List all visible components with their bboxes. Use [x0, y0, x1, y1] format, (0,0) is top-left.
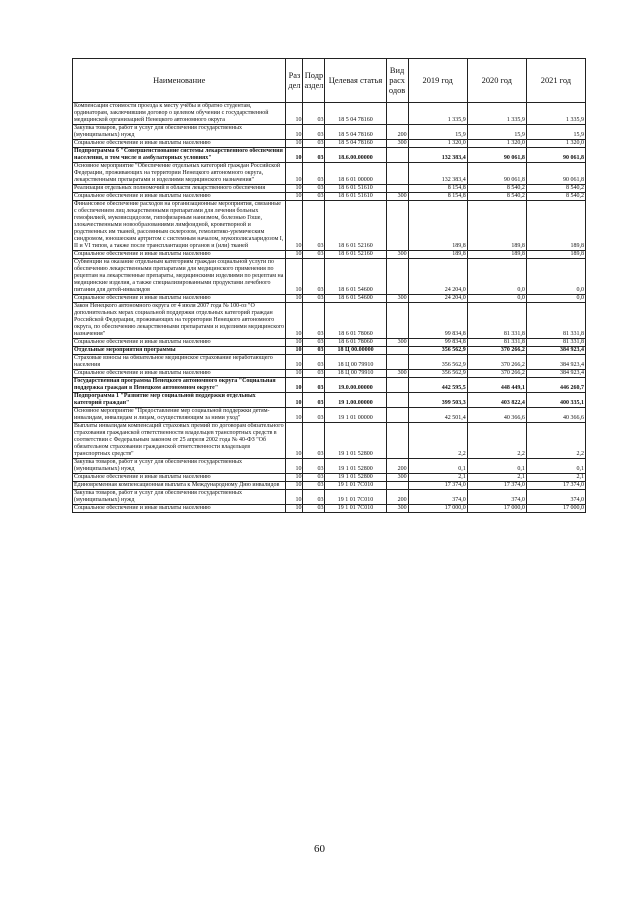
cell-razdel: 10	[286, 125, 303, 140]
cell-2019: 1 335,9	[408, 103, 467, 125]
table-row	[73, 474, 586, 482]
cell-2021: 384 923,4	[526, 355, 585, 370]
cell-razdel: 10	[286, 185, 303, 193]
cell-name: Отдельные мероприятия программы	[73, 347, 286, 355]
cell-razdel: 10	[286, 408, 303, 423]
cell-razdel: 10	[286, 505, 303, 513]
cell-name: Социальное обеспечение и иные выплаты населению	[73, 370, 286, 378]
cell-name: Финансовое обеспечение расходов на организационные мероприятия, связанные с обеспечением лиц лекарственными препаратами для лечения больных гемофилией, муковисцидозом, гипофизарным нанизмом, болезнью Гоше, злокачественными новообразованиями лимфоидной, кроветворной и родственных им тканей, рассеянным склерозом, гемолитико-уремическим синдромом, юношеским артритом с системным началом, мукополисахаридозом I, II и VI типов, а также после трансплантации органов и (или) тканей	[73, 201, 286, 251]
cell-name: Подпрограмма 6 "Совершенствование системы лекарственного обеспечения населения, в том числе в амбулаторных условиях"	[73, 148, 286, 163]
cell-expense-type: 300	[386, 251, 408, 259]
cell-2021: 189,8	[526, 251, 585, 259]
cell-razdel: 10	[286, 148, 303, 163]
cell-podrazdel: 03	[303, 259, 325, 295]
cell-name: Социальное обеспечение и иные выплаты населению	[73, 251, 286, 259]
cell-expense-type: 300	[386, 140, 408, 148]
cell-expense-type	[386, 185, 408, 193]
table-row	[73, 408, 586, 423]
cell-expense-type	[386, 423, 408, 459]
cell-name: Социальное обеспечение и иные выплаты населению	[73, 193, 286, 201]
header-2021: 2021 год	[526, 59, 585, 103]
cell-2019: 442 595,5	[408, 378, 467, 393]
cell-2019: 8 154,8	[408, 185, 467, 193]
table-row	[73, 163, 586, 185]
cell-2021: 0,0	[526, 295, 585, 303]
cell-2021: 0,0	[526, 259, 585, 295]
cell-expense-type: 300	[386, 505, 408, 513]
cell-2019: 132 383,4	[408, 163, 467, 185]
cell-2020: 1 320,0	[467, 140, 526, 148]
table-row	[73, 347, 586, 355]
cell-podrazdel: 03	[303, 339, 325, 347]
cell-name: Основное мероприятие "Обеспечение отдельных категорий граждан Российской Федерации, проживающих на территории Ненецкого автономного округа, лекарственными препаратами и изделиями медицинского назначения"	[73, 163, 286, 185]
cell-2020: 374,0	[467, 490, 526, 505]
cell-2021: 384 923,4	[526, 347, 585, 355]
cell-2020: 1 335,9	[467, 103, 526, 125]
cell-2020: 90 061,8	[467, 148, 526, 163]
cell-expense-type	[386, 347, 408, 355]
cell-name: Социальное обеспечение и иные выплаты населению	[73, 339, 286, 347]
cell-2021: 8 540,2	[526, 193, 585, 201]
cell-name: Реализация отдельных полномочий в области лекарственного обеспечения	[73, 185, 286, 193]
cell-podrazdel: 03	[303, 303, 325, 339]
cell-2019: 24 204,0	[408, 295, 467, 303]
cell-expense-type	[386, 355, 408, 370]
cell-name: Социальное обеспечение и иные выплаты населению	[73, 140, 286, 148]
cell-razdel: 10	[286, 490, 303, 505]
cell-target-article: 19 1 01 00000	[325, 408, 386, 423]
cell-razdel: 10	[286, 370, 303, 378]
cell-2020: 81 331,8	[467, 303, 526, 339]
cell-2020: 403 822,4	[467, 393, 526, 408]
cell-2020: 370 266,2	[467, 370, 526, 378]
table-body	[73, 103, 586, 513]
cell-2019: 99 834,8	[408, 339, 467, 347]
cell-2021: 0,1	[526, 459, 585, 474]
cell-expense-type: 200	[386, 125, 408, 140]
cell-2019: 2,1	[408, 474, 467, 482]
cell-target-article: 18 5 04 78160	[325, 103, 386, 125]
cell-2020: 8 540,2	[467, 185, 526, 193]
cell-razdel: 10	[286, 259, 303, 295]
cell-name: Страховые взносы на обязательное медицинское страхование неработающего населения	[73, 355, 286, 370]
cell-2019: 374,0	[408, 490, 467, 505]
header-podrazdel: Подраздел	[303, 59, 325, 103]
cell-name: Субвенции на оказание отдельным категориям граждан социальной услуги по обеспечению лекарственными препаратами для медицинского применения по рецептам на лекарственные препараты, медицинскими изделиями по рецептам на медицинские изделия, а также специализированными продуктами лечебного питания для детей-инвалидов	[73, 259, 286, 295]
cell-2019: 356 562,9	[408, 355, 467, 370]
cell-razdel: 10	[286, 303, 303, 339]
table-row	[73, 201, 586, 251]
cell-name: Закупка товаров, работ и услуг для обеспечения государственных (муниципальных) нужд	[73, 125, 286, 140]
cell-razdel: 10	[286, 423, 303, 459]
cell-name: Социальное обеспечение и иные выплаты населению	[73, 505, 286, 513]
cell-target-article: 18 6 01 54600	[325, 259, 386, 295]
cell-podrazdel: 03	[303, 125, 325, 140]
cell-target-article: 18 6 01 51610	[325, 185, 386, 193]
cell-2021: 1 320,0	[526, 140, 585, 148]
table-row	[73, 125, 586, 140]
cell-target-article: 18 Ц 00 79910	[325, 355, 386, 370]
cell-2019: 189,8	[408, 201, 467, 251]
cell-2021: 81 331,8	[526, 303, 585, 339]
cell-2020: 0,0	[467, 259, 526, 295]
cell-2021: 17 374,0	[526, 482, 585, 490]
cell-target-article: 19 1.00.00000	[325, 393, 386, 408]
cell-target-article: 18 6 01 78060	[325, 303, 386, 339]
cell-target-article: 19 1 01 52800	[325, 459, 386, 474]
cell-expense-type	[386, 148, 408, 163]
header-2020: 2020 год	[467, 59, 526, 103]
table-row	[73, 459, 586, 474]
cell-podrazdel: 03	[303, 185, 325, 193]
cell-2019: 42 501,4	[408, 408, 467, 423]
cell-target-article: 18.6.00.00000	[325, 148, 386, 163]
cell-expense-type: 300	[386, 474, 408, 482]
cell-razdel: 10	[286, 347, 303, 355]
cell-razdel: 10	[286, 251, 303, 259]
cell-expense-type: 200	[386, 490, 408, 505]
table-row	[73, 251, 586, 259]
cell-razdel: 10	[286, 378, 303, 393]
cell-podrazdel: 03	[303, 378, 325, 393]
cell-target-article: 18 6 01 78060	[325, 339, 386, 347]
table-row	[73, 185, 586, 193]
cell-target-article: 18 6 01 00000	[325, 163, 386, 185]
cell-razdel: 10	[286, 339, 303, 347]
header-target-article: Целевая статья	[325, 59, 386, 103]
cell-razdel: 10	[286, 459, 303, 474]
cell-2020: 370 266,2	[467, 347, 526, 355]
cell-2020: 2,1	[467, 474, 526, 482]
table-row	[73, 140, 586, 148]
cell-2019: 189,8	[408, 251, 467, 259]
table-row	[73, 482, 586, 490]
cell-2021: 400 335,1	[526, 393, 585, 408]
cell-expense-type: 300	[386, 339, 408, 347]
cell-expense-type	[386, 393, 408, 408]
cell-2021: 90 061,8	[526, 148, 585, 163]
cell-name: Закон Ненецкого автономного округа от 4 июля 2007 года № 100-оз "О дополнительных мерах социальной поддержки отдельных категорий граждан Российской Федерации, проживающих на территории Ненецкого автономного округа, по обеспечению лекарственными препаратами и изделиями медицинского назначения"	[74, 303, 285, 337]
table-row	[73, 423, 586, 459]
cell-podrazdel: 03	[303, 355, 325, 370]
cell-2019: 99 834,8	[408, 303, 467, 339]
table-row	[73, 103, 586, 125]
table-row	[73, 490, 586, 505]
cell-expense-type	[386, 163, 408, 185]
cell-podrazdel: 03	[303, 148, 325, 163]
cell-2019: 0,1	[408, 459, 467, 474]
header-razdel: Раздел	[286, 59, 303, 103]
cell-target-article: 18 5 04 78160	[325, 140, 386, 148]
cell-podrazdel: 03	[303, 201, 325, 251]
cell-2021: 189,8	[526, 201, 585, 251]
cell-2019: 356 562,9	[408, 347, 467, 355]
cell-target-article: 18 6 01 52160	[325, 251, 386, 259]
cell-target-article: 19.0.00.00000	[325, 378, 386, 393]
cell-razdel: 10	[286, 201, 303, 251]
table-row	[73, 370, 586, 378]
cell-2021: 374,0	[526, 490, 585, 505]
header-name: Наименование	[73, 59, 286, 103]
cell-podrazdel: 03	[303, 408, 325, 423]
cell-expense-type	[386, 259, 408, 295]
cell-expense-type	[386, 103, 408, 125]
cell-2019: 15,9	[408, 125, 467, 140]
table-row	[73, 393, 586, 408]
cell-name: Подпрограмма 1 "Развитие мер социальной поддержки отдельных категорий граждан"	[73, 393, 286, 408]
cell-podrazdel: 03	[303, 193, 325, 201]
cell-name: Социальное обеспечение и иные выплаты населению	[73, 295, 286, 303]
cell-podrazdel: 03	[303, 423, 325, 459]
cell-podrazdel: 03	[303, 505, 325, 513]
cell-2020: 15,9	[467, 125, 526, 140]
cell-2019: 8 154,8	[408, 193, 467, 201]
cell-name: Социальное обеспечение и иные выплаты населению	[73, 474, 286, 482]
cell-razdel: 10	[286, 482, 303, 490]
cell-2020: 0,1	[467, 459, 526, 474]
cell-target-article: 18 6 01 51610	[325, 193, 386, 201]
header-expense-type: Вид расходов	[386, 59, 408, 103]
cell-target-article: 19 1 01 52800	[325, 423, 386, 459]
cell-2019: 356 562,9	[408, 370, 467, 378]
cell-2019: 24 204,0	[408, 259, 467, 295]
cell-razdel: 10	[286, 103, 303, 125]
cell-2020: 189,8	[467, 251, 526, 259]
cell-podrazdel: 03	[303, 251, 325, 259]
cell-name: Основное мероприятие "Предоставление мер социальной поддержки детям-инвалидам, инвалидам и лицам, осуществляющим за ними уход"	[73, 408, 286, 423]
cell-razdel: 10	[286, 295, 303, 303]
cell-expense-type: 300	[386, 295, 408, 303]
cell-name: Государственная программа Ненецкого автономного округа "Социальная поддержка граждан в Ненецком автономном округе"	[73, 378, 286, 393]
table-row	[73, 295, 586, 303]
cell-2021: 15,9	[526, 125, 585, 140]
table-header-row	[73, 59, 586, 103]
cell-podrazdel: 03	[303, 347, 325, 355]
cell-2021: 17 000,0	[526, 505, 585, 513]
cell-2019: 132 383,4	[408, 148, 467, 163]
table-row	[73, 378, 586, 393]
cell-target-article: 18 6 01 54600	[325, 295, 386, 303]
table-row	[73, 505, 586, 513]
cell-2021: 40 366,6	[526, 408, 585, 423]
cell-razdel: 10	[286, 163, 303, 185]
cell-expense-type	[386, 482, 408, 490]
cell-podrazdel: 03	[303, 393, 325, 408]
table-row	[73, 339, 586, 347]
header-2019: 2019 год	[408, 59, 467, 103]
cell-2020: 8 540,2	[467, 193, 526, 201]
cell-2020: 17 374,0	[467, 482, 526, 490]
cell-target-article: 19 1 01 52800	[325, 474, 386, 482]
cell-expense-type	[386, 201, 408, 251]
cell-expense-type	[386, 303, 408, 339]
cell-target-article: 19 1 01 7С010	[325, 505, 386, 513]
cell-target-article: 18 Ц 00.00000	[325, 347, 386, 355]
table-row	[73, 355, 586, 370]
cell-2021: 2,2	[526, 423, 585, 459]
cell-podrazdel: 03	[303, 490, 325, 505]
cell-2021: 90 061,8	[526, 163, 585, 185]
cell-2021: 1 335,9	[526, 103, 585, 125]
cell-2020: 17 000,0	[467, 505, 526, 513]
cell-2020: 0,0	[467, 295, 526, 303]
cell-expense-type: 300	[386, 370, 408, 378]
table-row	[73, 193, 586, 201]
table-row	[73, 148, 586, 163]
cell-2020: 370 266,2	[467, 355, 526, 370]
cell-razdel: 10	[286, 193, 303, 201]
cell-podrazdel: 03	[303, 482, 325, 490]
cell-2020: 2,2	[467, 423, 526, 459]
cell-2021: 2,1	[526, 474, 585, 482]
cell-2019: 399 503,3	[408, 393, 467, 408]
cell-expense-type	[386, 408, 408, 423]
cell-name: Единовременная компенсационная выплата к Международному Дню инвалидов	[73, 482, 286, 490]
cell-name: Компенсация стоимости проезда к месту учёбы и обратно студентам, ординаторам, заключившим договор о целевом обучении с государственной медицинской организацией Ненецкого автономного округа	[73, 103, 286, 125]
cell-expense-type: 200	[386, 459, 408, 474]
cell-expense-type	[386, 378, 408, 393]
cell-podrazdel: 03	[303, 295, 325, 303]
cell-target-article: 18 Ц 00 79910	[325, 370, 386, 378]
cell-expense-type: 300	[386, 193, 408, 201]
cell-2021: 81 331,8	[526, 339, 585, 347]
cell-name: Закупка товаров, работ и услуг для обеспечения государственных (муниципальных) нужд	[73, 459, 286, 474]
cell-podrazdel: 03	[303, 474, 325, 482]
table-row	[73, 303, 586, 339]
cell-2020: 90 061,8	[467, 163, 526, 185]
cell-target-article: 18 5 04 78160	[325, 125, 386, 140]
cell-2019: 2,2	[408, 423, 467, 459]
cell-razdel: 10	[286, 140, 303, 148]
cell-name: Выплаты инвалидам компенсаций страховых премий по договорам обязательного страхования гражданской ответственности владельцев транспортных средств в соответствии с Федеральным законом от 25 апреля 2002 года № 40-ФЗ "Об обязательном страховании гражданской ответственности владельцев транспортных средств"	[73, 423, 286, 459]
cell-2019: 17 000,0	[408, 505, 467, 513]
cell-2021: 384 923,4	[526, 370, 585, 378]
cell-razdel: 10	[286, 355, 303, 370]
page-number: 60	[314, 843, 325, 855]
cell-target-article: 19 1 01 7С010	[325, 482, 386, 490]
cell-razdel: 10	[286, 393, 303, 408]
cell-2019: 1 320,0	[408, 140, 467, 148]
cell-2021: 446 260,7	[526, 378, 585, 393]
cell-2021: 8 540,2	[526, 185, 585, 193]
cell-podrazdel: 03	[303, 459, 325, 474]
cell-podrazdel: 03	[303, 140, 325, 148]
cell-podrazdel: 03	[303, 103, 325, 125]
cell-2019: 17 374,0	[408, 482, 467, 490]
cell-target-article: 19 1 01 7С010	[325, 490, 386, 505]
table-row	[73, 259, 586, 295]
cell-2020: 189,8	[467, 201, 526, 251]
cell-name: Закупка товаров, работ и услуг для обеспечения государственных (муниципальных) нужд	[73, 490, 286, 505]
cell-razdel: 10	[286, 474, 303, 482]
cell-target-article: 18 6 01 52160	[325, 201, 386, 251]
cell-2020: 81 331,8	[467, 339, 526, 347]
budget-table	[72, 58, 586, 513]
cell-2020: 40 366,6	[467, 408, 526, 423]
cell-podrazdel: 03	[303, 163, 325, 185]
cell-podrazdel: 03	[303, 370, 325, 378]
cell-2020: 448 449,1	[467, 378, 526, 393]
